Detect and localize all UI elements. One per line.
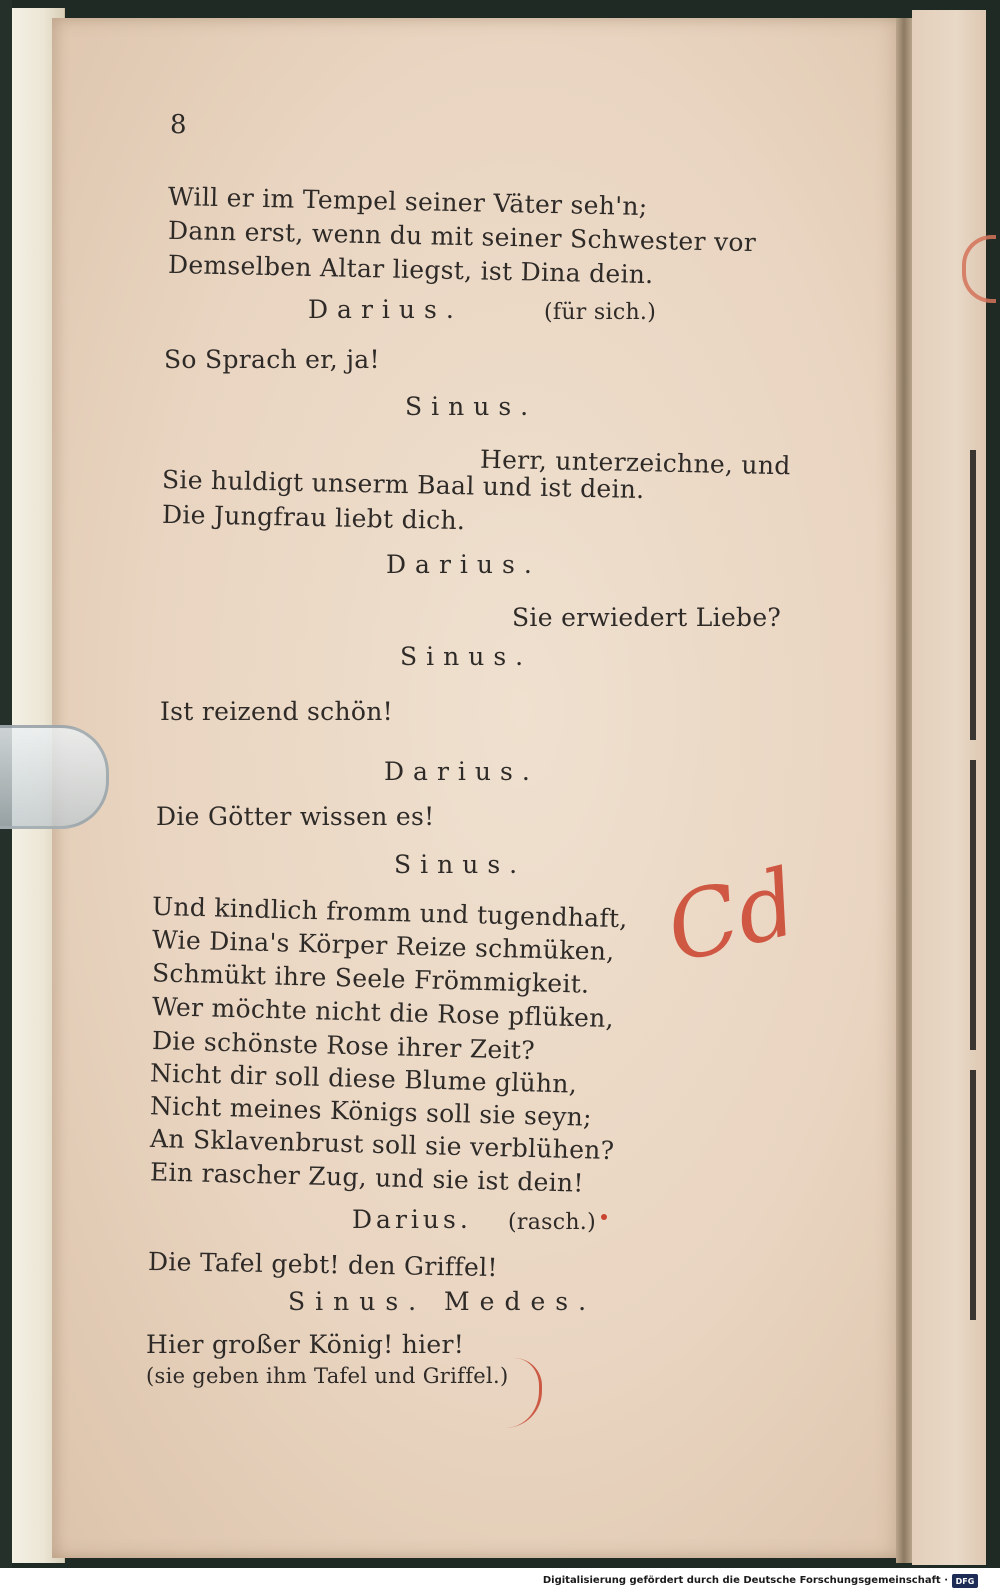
- verse-line: Will er im Tempel seiner Väter seh'n;: [167, 181, 648, 222]
- digitization-footer: [0, 1568, 1000, 1596]
- dfg-logo: DFG: [952, 1574, 978, 1588]
- verse-line: Die schönste Rose ihrer Zeit?: [151, 1025, 536, 1066]
- speaker-heading: Sinus.: [400, 642, 533, 671]
- speaker-heading: Sinus.: [394, 850, 527, 879]
- verse-line: Nicht meines Königs soll sie seyn;: [149, 1091, 593, 1132]
- verse-line: Wie Dina's Körper Reize schmüken,: [151, 924, 615, 967]
- speaker-heading: Darius.: [386, 550, 541, 579]
- verse-line: Und kindlich fromm und tugendhaft,: [151, 891, 628, 934]
- speaker-heading: Darius.: [352, 1205, 472, 1234]
- verse-line: Nicht dir soll diese Blume glühn,: [149, 1058, 578, 1099]
- facing-page-border-mark: [970, 450, 976, 740]
- stage-direction: (für sich.): [544, 300, 657, 325]
- verse-line: Sie huldigt unserm Baal und ist dein.: [161, 464, 645, 505]
- verse-line: Die Jungfrau liebt dich.: [161, 499, 466, 536]
- red-ink-dot: [601, 1214, 607, 1220]
- book-gutter: [896, 18, 912, 1563]
- verse-line: So Sprach er, ja!: [164, 345, 380, 374]
- verse-line: An Sklavenbrust soll sie verblühen?: [149, 1123, 615, 1166]
- stage-direction: (sie geben ihm Tafel und Griffel.): [146, 1364, 509, 1388]
- speaker-heading: Sinus.: [405, 392, 538, 421]
- verse-line: Hier großer König! hier!: [146, 1330, 465, 1359]
- page-clip: [0, 725, 109, 829]
- speaker-heading: Darius.: [308, 295, 463, 324]
- verse-line: Sie erwiedert Liebe?: [512, 603, 782, 632]
- stage-direction: (rasch.): [508, 1210, 596, 1235]
- speaker-heading: Darius.: [384, 757, 539, 786]
- verse-line: Schmükt ihre Seele Frömmigkeit.: [151, 958, 590, 999]
- handwritten-shelfmark: Cd: [656, 848, 808, 984]
- verse-line: Herr, unterzeichne, und: [479, 444, 791, 481]
- page-number: 8: [170, 110, 187, 140]
- verse-line: Dann erst, wenn du mit seiner Schwester vor: [167, 215, 757, 258]
- verse-line: Die Tafel gebt! den Griffel!: [147, 1246, 498, 1283]
- verse-line: Ein rascher Zug, und sie ist dein!: [149, 1157, 585, 1198]
- verse-line: Ist reizend schön!: [160, 697, 393, 726]
- verse-line: Wer möchte nicht die Rose pflüken,: [151, 991, 615, 1034]
- facing-page-border-mark: [970, 760, 976, 1050]
- facing-page-border-mark: [970, 1070, 976, 1320]
- speaker-heading: Sinus. Medes.: [288, 1287, 597, 1316]
- verse-line: Die Götter wissen es!: [156, 802, 435, 831]
- funding-notice: Digitalisierung gefördert durch die Deutsche Forschungsgemeinschaft ·: [542, 1575, 948, 1586]
- verse-line: Demselben Altar liegst, ist Dina dein.: [167, 249, 654, 290]
